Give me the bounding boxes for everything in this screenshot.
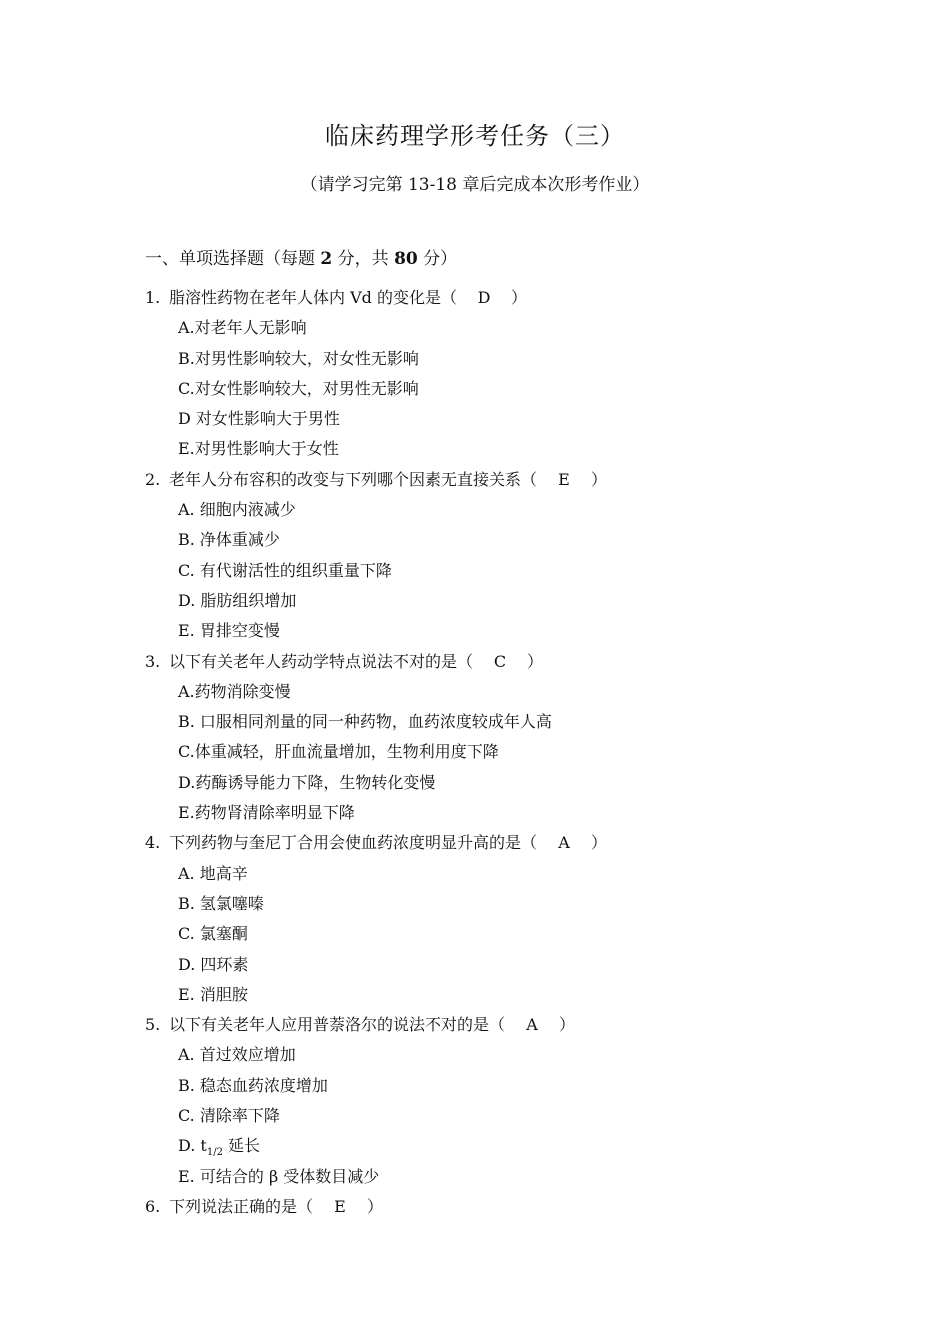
section-heading (145, 244, 457, 269)
page-subtitle: （请学习完第 13-18 章后完成本次形考作业） (300, 175, 650, 195)
question-option: C. 清除率下降 (178, 1106, 280, 1126)
question-option: C. 有代谢活性的组织重量下降 (178, 560, 392, 580)
section-mid: 分，共 (332, 249, 395, 269)
question-option: C.对女性影响较大，对男性无影响 (178, 378, 419, 398)
question-close: ） (367, 1196, 384, 1216)
page-title: 临床药理学形考任务（三） (325, 122, 625, 150)
question-stem (145, 283, 845, 313)
option-subscript: 1/2 (206, 1147, 223, 1159)
question-option: A. 细胞内液减少 (178, 500, 296, 520)
question-number: 3. (145, 651, 161, 671)
question-text: 下列药物与奎尼丁合用会使血药浓度明显升高的是（ (169, 833, 538, 853)
option-prefix: D. t (178, 1136, 207, 1156)
question-stem (145, 465, 845, 495)
question-option: A. 地高辛 (178, 863, 248, 883)
question-option: E. 胃排空变慢 (178, 621, 280, 641)
question-answer: A (526, 1015, 538, 1035)
question-close: ） (559, 1015, 576, 1035)
question-stem (145, 647, 845, 677)
question-option: A.药物消除变慢 (178, 681, 291, 701)
question-option: B. 净体重减少 (178, 530, 280, 550)
section-total: 80 (394, 249, 418, 269)
question-answer: C (493, 651, 507, 671)
question-option: C.体重减轻，肝血流量增加，生物利用度下降 (178, 742, 499, 762)
question-number: 1. (145, 288, 161, 307)
question-close: ） (510, 288, 527, 307)
option-suffix: 延长 (222, 1136, 261, 1156)
question-option: B. 氢氯噻嗪 (178, 893, 264, 913)
question-text: 以下有关老年人应用普萘洛尔的说法不对的是（ (169, 1015, 506, 1035)
question-option: E. 可结合的 β 受体数目减少 (178, 1166, 380, 1186)
question-text: 以下有关老年人药动学特点说法不对的是（ (169, 651, 474, 671)
question-text: 脂溶性药物在老年人体内 Vd 的变化是（ (169, 288, 457, 307)
section-points: 2 (320, 249, 333, 269)
section-prefix: 一、单项选择题（每题 (145, 249, 321, 269)
question-list (145, 283, 845, 1222)
question-answer: A (558, 833, 570, 853)
question-close: ） (527, 651, 544, 671)
question-number: 5. (145, 1015, 161, 1035)
question-option: B.对男性影响较大，对女性无影响 (178, 348, 419, 368)
question-option: E.对男性影响大于女性 (178, 439, 339, 459)
question-close: ） (591, 469, 608, 489)
question-option-half-life (145, 1131, 845, 1161)
question-answer: E (558, 469, 570, 489)
question-close: ） (591, 833, 608, 853)
question-stem (145, 1192, 845, 1222)
question-number: 6. (145, 1196, 161, 1216)
question-stem (145, 828, 845, 858)
question-option: B. 稳态血药浓度增加 (178, 1075, 328, 1095)
question-option: C. 氯塞酮 (178, 924, 248, 944)
question-answer: E (334, 1196, 346, 1216)
section-suffix: 分） (417, 249, 458, 269)
question-option: E. 消胆胺 (178, 984, 248, 1004)
question-text: 老年人分布容积的改变与下列哪个因素无直接关系（ (169, 469, 538, 489)
question-number: 4. (145, 833, 161, 853)
question-option: A.对老年人无影响 (178, 318, 307, 338)
question-text: 下列说法正确的是（ (169, 1196, 314, 1216)
question-option: D.药酶诱导能力下降，生物转化变慢 (178, 772, 436, 792)
question-option: E.药物肾清除率明显下降 (178, 803, 355, 823)
question-option: D. 四环素 (178, 954, 249, 974)
question-stem (145, 1010, 845, 1040)
question-option: A. 首过效应增加 (178, 1045, 296, 1065)
question-option: D. 脂肪组织增加 (178, 590, 297, 610)
question-number: 2. (145, 469, 161, 489)
question-option: B. 口服相同剂量的同一种药物，血药浓度较成年人高 (178, 712, 552, 732)
question-answer: D (477, 288, 491, 307)
question-option: D 对女性影响大于男性 (178, 409, 340, 429)
